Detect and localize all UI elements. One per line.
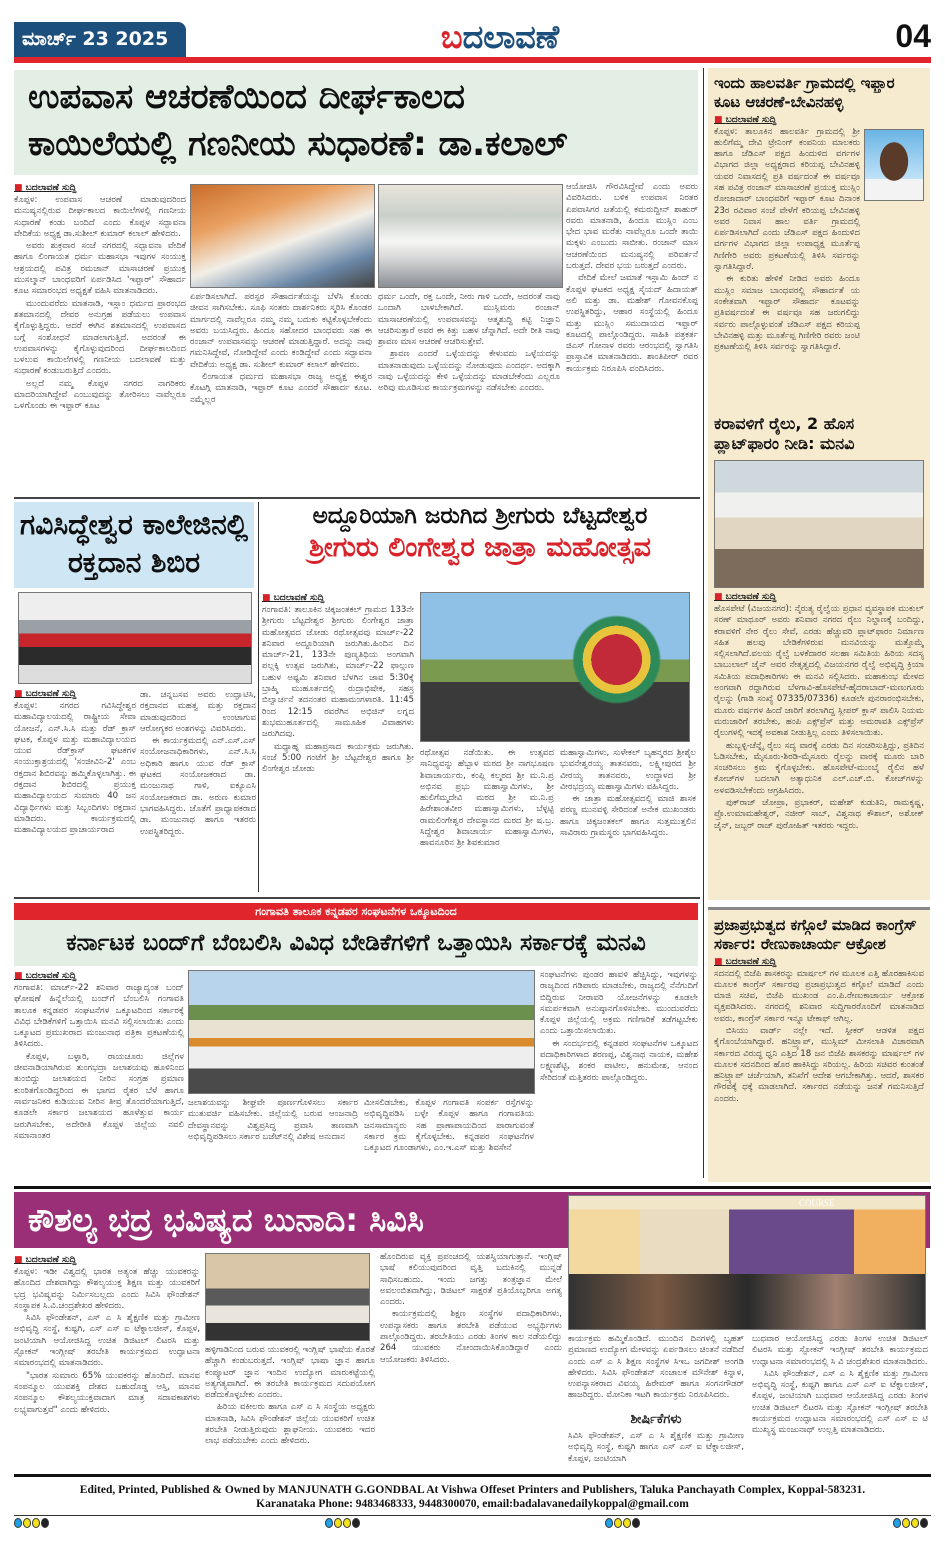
seminar-audience-photo (205, 1253, 370, 1341)
paragraph: ಜಲಾಶಯವನ್ನು ಶೀಘ್ರವೇ ಪೂರ್ಣಗೊಳಿಸಲು ಸರ್ಕಾರ ಮುತುವರ್ಜಿ ವಹಿಸಬೇಕು. ಜಿಲ್ಲೆಯಲ್ಲಿ ಬರುವ ಆಂಜನಾದ್ರಿ ದೇವಸ್ಥಾನವನ್ನು ವಿಶ್ವಪ್ರಸಿದ್ಧ ಪ್ರವಾಸಿ ತಾಣವಾಗಿ ಅಭಿವೃದ್ಧಿಪಡಿಸಲು ಸರ್ಕಾರ ಬಜೆಟ್‌ನಲ್ಲಿ ವಿಶೇಷ ಅನುದಾನ (188, 1098, 358, 1142)
paragraph: ಸದನದಲ್ಲಿ ಬಿಜೆಪಿ ಶಾಸಕರನ್ನು ಮಾರ್ಷಲ್ ಗಳ ಮೂಲಕ ಎತ್ತಿ ಹೊರಹಾಕಿಸುವ ಮೂಲಕ ಕಾಂಗ್ರೆಸ್ ಸರ್ಕಾರವು ಪ್ರಜಾಪ್ರಭುತ್ವದ ಕಗ್ಗೊಲೆ ಮಾಡಿದೆ ಎಂದು ಮಾಜಿ ಸಚಿವ, ಬಿಜೆಪಿ ಮುಖಂಡ ಎಂ.ಪಿ.ರೇಣುಕಾಚಾರ್ಯ ಆಕ್ರೋಶ ವ್ಯಕ್ತಪಡಿಸಿದರು. ನಗರದಲ್ಲಿ ಶನಿವಾರ ಸುದ್ದಿಗಾರರೊಂದಿಗೆ ಮಾತನಾಡಿದ ಅವರು, ಕಾಂಗ್ರೆಸ್ ಸರ್ಕಾರ ಇನ್ನೂ ಟೇಕಾಫ್ ಆಗಿಲ್ಲ. (714, 968, 924, 1024)
masthead-logo (380, 18, 620, 57)
paragraph: ಮಧ್ಯಾಹ್ನ ಮಹಾಪ್ರಸಾದ ಕಾರ್ಯಕ್ರಮ ಜರುಗಿತು. ಸಂಜೆ 5:00 ಗಂಟೆಗೆ ಶ್ರೀ ಬೆಟ್ಟದೇಶ್ವರ ಹಾಗೂ ಶ್ರೀ ಲಿಂಗೇಶ್ವರ ಜೋಡು (262, 741, 414, 775)
paragraph: ಧರ್ಮ ಒಂದೇ, ರಕ್ತ ಒಂದೇ, ನೀರು ಗಾಳಿ ಒಂದೇ, ಅದರಂತೆ ನಾವು ಒಂದಾಗಿ ಬಾಳಬೇಕಾಗಿದೆ. ಮುಸ್ಲಿಮರು ರಂಜಾನ್ ಮಾಸಾಚರಣೆಯಲ್ಲಿ ಉಪವಾಸವನ್ನು ಆತ್ಮಶುದ್ಧಿ ಕಟ್ಟಿ ನಿಜ್ಞಾನಿ ಆಚರಿಸುತ್ತಾರೆ ಅವರ ಈ ಕಿತ್ತು ಬಹಳ ಚೆನ್ನಾಗಿದೆ. ಅದೇ ರೀತಿ ನಾವು ಶ್ರಾವಣ ಮಾಸ ಆಚರಣೆ ಆಚರಿಸುತ್ತೇವೆ. (378, 292, 560, 348)
date-badge: ಮಾರ್ಚ್ 23 2025 (14, 22, 186, 58)
paragraph: ಲಿಂಗಾಯತ ಧರ್ಮದ ಮಹಾಸಭಾ ರಾಜ್ಯ ಅಧ್ಯಕ್ಷ ಈಶ್ವರ ಕೊಟಗ್ಗಿ ಮಾತನಾಡಿ, ಇಫ್ತಾರ್ ಕೂಟ ಎಂದರೆ ಸೌಹಾರ್ದ ಕೂಟ. ನಮ್ಮೆಲ್ಲರ (190, 372, 372, 405)
paragraph: ಗಂಗಾವತಿ: ತಾಲೂಕಿನ ಚಿಕ್ಕಜಂತಕಲ್ ಗ್ರಾಮದ 133ನೇ ಶ್ರೀಗುರು ಬೆಟ್ಟದೇಶ್ವರ ಶ್ರೀಗುರು ಲಿಂಗೇಶ್ವರ ಜಾತ್ರಾ ಮಹೋತ್ಸವದ ಜೋಡು ರಥೋತ್ಸವವು ಮಾರ್ಚ್-22 ಶನಿವಾರ ಅದ್ದೂರಿಯಾಗಿ ಜರುಗಿತು.ಹಿಂದಿನ ದಿನ ಮಾರ್ಚ್-21, 133ನೇ ಪುಣ್ಯತಿಥಿಯ ಅಂಗವಾಗಿ ಪಲ್ಲಕ್ಕಿ ಉತ್ಸವ ಜರುಗಿತು, ಮಾರ್ಚ್-22 ಫಾಲ್ಗುಣ ಬಹುಳ ಅಷ್ಟಮಿ ಶನಿವಾರ ಬೆಳಗಿನ ಜಾವ 5:30ಕ್ಕೆ ಬ್ರಾಹ್ಮಿ ಮುಹೂರ್ತದಲ್ಲಿ ರುದ್ರಾಭಿಷೇಕ, ಸಹಸ್ರ ಬಿಲ್ವಾರ್ಚನೆ ತದನಂತರ ಮಹಾಮಂಗಳಾರತಿ. 11:45 ರಿಂದ 12:15 ರವರೆಗಿನ ಅಭಿಜಿನ್ ಲಗ್ನದ ಶುಭಮುಹೂರ್ತದಲ್ಲಿ ಸಾಮೂಹಿಕ ವಿವಾಹಗಳು ಜರುಗಿದವು. (262, 605, 414, 740)
paragraph: ಕೊಪ್ಪಳ: ತಾಲೂಕಿನ ಹಾಲವರ್ತಿ ಗ್ರಾಮದಲ್ಲಿ ಶ್ರೀ ಹುಲಿಗೆಮ್ಮ ದೇವಿ ಟ್ರೇನಿಂಗ್ ಕಂಪನಿಯ ಮಾಲಕರು ಹಾಗೂ ಜೆಡಿಎಸ್ ಪಕ್ಷದ ಹಿಂದುಳಿದ ವರ್ಗಗಳ ವಿಭಾಗದ ಜಿಲ್ಲಾ ಅಧ್ಯಕ್ಷರಾದ ಕರಿಯಪ್ಪ ಬೇವಿನಹಳ್ಳಿ ಯವರ ನಿವಾಸದಲ್ಲಿ ಪ್ರತಿ ವರ್ಷದಂತೆ ಈ ವರ್ಷವೂ ಸಹ ಪವಿತ್ರ ರಂಜಾನ್ ಮಾಸಾಚರಣೆ ಪ್ರಯುಕ್ತ ಮುಸ್ಲಿಂ ರೋಜಾದಾರ್ ಬಾಂಧವರಿಗೆ ಇಫ್ತಾರ್ ಕೂಟ ದಿನಾಂಕ 23ರ ರವಿವಾರ ಸಂಜೆ ವೇಳೆಗೆ ಕರಿಯಪ್ಪ ಬೇವಿನಹಳ್ಳಿ ಅವರ ನಿವಾಸ ಹಾಲ ವರ್ತಿ ಗ್ರಾಮದಲ್ಲಿ ಏರ್ಪಡಿಸಲಾಗಿದೆ ಎಂದು ಜೆಡಿಎಸ್ ಪಕ್ಷದ ಹಿಂದುಳಿದ ವರ್ಗಗಳ ವಿಭಾಗದ ಜಿಲ್ಲಾ ಉಪಾಧ್ಯಕ್ಷ ಮೂರ್ತೆಪ್ಪ ಗಿಣಿಗೇರಿ ಅವರು ಪ್ರಕಟಣೆಯಲ್ಲಿ ತಿಳಿಸಿ ಸರ್ವರನ್ನು ಸ್ವಾಗತಿಸಿದ್ದಾರೆ. (714, 126, 860, 273)
byline: ■ ಬದಲಾವಣೆ ಸುದ್ದಿ (714, 592, 924, 602)
bandh-protest-photo (188, 970, 535, 1094)
paragraph: ಪುಕ್‌ರಾಜ್ ಚೋಪ್ರಾ, ಪ್ರಭಾಕರ್, ಮಹೇಶ್ ಕುಡುತಿನಿ, ರಾಮಕೃಷ್ಣ, ಪ್ರೊ.ಉಮಾಮಹೇಶ್ವರ್, ನಜೀರ್ ಸಾಬ್, ವಿಶ್ವನಾಥ ಕೌಶಾಲ್, ಅಶೋಕ್ ಜೈನ್, ಜಬ್ಬರ್ ರಾಜ್ ಪುರೋಹಿತ್ ಇತರರು ಇದ್ದರು. (714, 798, 924, 831)
paragraph: ಹೊಸಪೇಟೆ (ವಿಜಯನಗರ): ನೈರುತ್ಯ ರೈಲ್ವೆಯ ಪ್ರಧಾನ ವ್ಯವಸ್ಥಾಪಕ ಮುಕುಲ್ ಸರಣ್ ಮಾಥೂರ್ ಅವರು ಶನಿವಾರ ನಗರದ ರೈಲು ನಿಲ್ದಾಣಕ್ಕೆ ಬಂದಿದ್ದು, ಕರಾವಳಿಗೆ ನೇರ ರೈಲು ಸೇವೆ, ಎರಡು ಹೆಚ್ಚುವರಿ ಪ್ಲಾಟ್‌ಫಾರಂ ನಿರ್ಮಾಣ ಸಹಿತ ಹಲವು ಬೇಡಿಕೆಗಳಿರುವ ಮನವಿಯನ್ನು ಮತ್ತೊಮ್ಮೆ ಸಲ್ಲಿಸಲಾಗಿದೆ.ವಲಯ ರೈಲ್ವೆ ಬಳಕೆದಾರರ ಸಲಹಾ ಸಮಿತಿಯ ಹಿರಿಯ ಸದಸ್ಯ ಬಾಬುಲಾಲ್ ಜೈನ್ ಅವರ ನೇತೃತ್ವದಲ್ಲಿ ವಿಜಯನಗರ ರೈಲ್ವೆ ಅಭಿವೃದ್ಧಿ ಕ್ರಿಯಾ ಸಮಿತಿಯ ಪದಾಧಿಕಾರಿಗಳು ಈ ಮನವಿ ಸಲ್ಲಿಸಿದರು. ಮಹಾಕುಂಭ ಮೇಳದ ಅಂಗವಾಗಿ ರದ್ದಾಗಿರುವ ಬೆಳಗಾವಿ-ಹೊಸಪೇಟೆ-ಹೈದರಾಬಾದ್-ಮಣುಗೂರು ರೈಲನ್ನು (ಗಾಡಿ ಸಂಖ್ಯೆ 07335/07336) ಕೂಡಲೇ ಪುನರಾರಂಭಿಸಬೇಕು, ಮೂರು ವರ್ಷಗಳ ಹಿಂದೆ ಜಾರಿಗೆ ತರಲಾಗಿದ್ದ ಸ್ಲೀಪರ್ ಕ್ಲಾಸ್ ಪಾಲಿಸಿ ನಿಯಮ ಮರುಜಾರಿಗೆ ತರಬೇಕು, ಹಂಪಿ ಎಕ್ಸ್‌ಪ್ರೆಸ್ ಮತ್ತು ಅಮರಾವತಿ ಎಕ್ಸ್‌ಪ್ರೆಸ್ ರೈಲುಗಳಲ್ಲಿ ಇದಕ್ಕೆ ಅವಕಾಶ ನೀಡುತ್ತಿಲ್ಲ ಎಂದು ತಿಳಿಸಲಾಯಿತು. (714, 604, 924, 739)
paragraph: ಅವರು ಶುಕ್ರವಾರ ಸಂಜೆ ನಗರದಲ್ಲಿ ಸದ್ಭಾವನಾ ವೇದಿಕೆ ಹಾಗೂ ಲಿಂಗಾಯತ ಧರ್ಮ ಮಹಾಸಭಾ ಇವುಗಳ ಸಂಯುಕ್ತ ಆಶ್ರಯದಲ್ಲಿ ಪವಿತ್ರ ರಮಜಾನ್ ಮಾಸಾಚರಣೆ ಪ್ರಯುಕ್ತ ಮುಸಲ್ಮಾನ್ ಬಾಂಧವರಿಗೆ ಏರ್ಪಡಿಸಿದ 'ಇಫ್ತಾರ್' ಸೌಹಾರ್ದ ಕೂಟ ಸಮಾರಂಭದ ಅಧ್ಯಕ್ಷತೆ ವಹಿಸಿ ಮಾತನಾಡಿದರು. (14, 241, 186, 297)
column-divider (258, 502, 259, 892)
story1-col2 (190, 292, 372, 492)
story1-headline-line2: ಕಾಯಿಲೆಯಲ್ಲಿ ಗಣನೀಯ ಸುಧಾರಣೆ: ಡಾ.ಕಲಾಲ್ (28, 123, 568, 164)
section-rule (14, 1186, 931, 1189)
paragraph: ಈ ಸಂದರ್ಭದಲ್ಲಿ ಕನ್ನಡಪರ ಸಂಘಟನೆಗಳ ಒಕ್ಕೂಟದ ಪದಾಧಿಕಾರಿಗಳಾದ ಶರಣಪ್ಪ, ವಿಶ್ವನಾಥ ನಾಯಕ, ಮಹೇಶ ಲಕ್ಷ್ಮಣಶೆಟ್ಟಿ, ಶಂಕರ ಪಾಟೀಲ, ಹನುಮೇಶ, ಆನಂದ ಸೇರಿದಂತೆ ಮತ್ತಿತರರು ಪಾಲ್ಗೊಂಡಿದ್ದರು. (540, 1038, 698, 1083)
story1-col4 (566, 182, 698, 492)
paragraph: ಕೊಪ್ಪಳ, ಬಳ್ಳಾರಿ, ರಾಯಚೂರು ಜಿಲ್ಲೆಗಳ ಜೀವನಾಡಿಯಾಗಿರುವ ತುಂಗಭದ್ರಾ ಜಲಾಶಯವು ಹೂಳಿನಿಂದ ತುಂಬಿದ್ದು ಜಲಾಶಯದ ನೀರಿನ ಸಂಗ್ರಹ ಪ್ರಮಾಣ ಕುಂಠಿತಗೊಂಡಿದ್ದರಿಂದ ಈ ಭಾಗದ ರೈತರ ಬೆಳೆ ಹಾಗೂ ಸಾರ್ವಜನಿಕರ ಕುಡಿಯುವ ನೀರಿನ ತೀವ್ರ ತೊಂದರೆಯಾಗುತ್ತಿದೆ, ಕೂಡಲೇ ಸರ್ಕಾರ ಜಲಾಶಯದ ಹೂಳೆತ್ತುವ ಕಾರ್ಯ ಜರುಗಿಸಬೇಕು, ಅದೇರೀತಿ ಕೊಪ್ಪಳ ಜಿಲ್ಲೆಯ ನವಲಿ ಸಮಾನಾಂತರ (14, 1051, 184, 1141)
story5-col1 (14, 1252, 200, 1471)
iftar-stage-photo (190, 184, 375, 288)
paragraph: ಹುಬ್ಬಳ್ಳಿ-ಚೆನ್ನೈ ರೈಲು ಸದ್ಯ ವಾರಕ್ಕೆ ಎರಡು ದಿನ ಸಂಚರಿಸುತ್ತಿದ್ದು, ಪ್ರತಿದಿನ ಓಡಿಸಬೇಕು, ಮೈಸೂರು-ಶಿರಡಿ-ಮೈಸೂರು ರೈಲನ್ನು ವಾರಕ್ಕೆ ಮೂರು ಬಾರಿ ಸಂಚರಿಸಲು ಕ್ರಮ ಕೈಗೊಳ್ಳಬೇಕು. ಹೊಸಪೇಟೆ-ಮುಂಬೈ ರೈಲಿನ ಹಳೆ ಕೋಚ್‌ಗಳ ಬದಲಾಗಿ ಅತ್ಯಾಧುನಿಕ ಎಲ್.ಎಚ್.ಬಿ. ಕೋಚ್‌ಗಳನ್ನು ಅಳವಡಿಸಬೇಕೆಂದು ಆಗ್ರಹಿಸಿದರು. (714, 740, 924, 796)
registration-marks (325, 1518, 360, 1528)
paragraph: ಸಿವಿಸಿ ಫೌಂಡೇಶನ್, ಎಸ್ ಎ ಸಿ ಶೈಕ್ಷಣಿಕ ಮತ್ತು ಗ್ರಾಮೀಣ ಅಭಿವೃದ್ಧಿ ಸಂಸ್ಥೆ, ಕುಷ್ಟಗಿ, ಎಸ್ ಎಸ್ ಐ ಟೆಕ್ನಾಲಜೀಸ್, ಕೊಪ್ಪಳ, ಜಂಟಿಯಾಗಿ ಆಯೋಜಿಸಿದ್ದ ಉಚಿತ ಡಿಜಿಟಲ್ ಲಿಟರಸಿ ಮತ್ತು ಸ್ಪೋಕನ್ ಇಂಗ್ಲೀಷ್ ತರಬೇತಿ ಕಾರ್ಯಕ್ರಮದ ಉದ್ಘಾಟನಾ ಸಮಾರಂಭದಲ್ಲಿ ಮಾತನಾಡಿದರು. (14, 1313, 200, 1369)
iftar-audience-photo (378, 184, 563, 288)
story2-col1 (14, 686, 136, 897)
rail-memorandum-photo (714, 460, 924, 588)
paragraph: ಕಾರ್ಯಕ್ರಮದಲ್ಲಿ ಶಿಕ್ಷಣ ಸಂಸ್ಥೆಗಳ ಪದಾಧಿಕಾರಿಗಳು, ಉಪನ್ಯಾಸಕರು ಹಾಗೂ ತರಬೇತಿ ಪಡೆಯುವ ಅಭ್ಯರ್ಥಿಗಳು ಪಾಲ್ಗೊಂಡಿದ್ದರು. ತರಬೇತಿಯು ಎರಡು ತಿಂಗಳ ಕಾಲ ನಡೆಯಲಿದ್ದು 264 ಯುವಕರು ನೋಂದಾಯಿಸಿಕೊಂಡಿದ್ದಾರೆ ಎಂದು ಆಯೋಜಕರು ತಿಳಿಸಿದರು. (380, 1309, 562, 1365)
masthead-part-b: ದಲಾವಣೆ (462, 18, 560, 56)
headline: ಕೌಶಲ್ಯ ಭದ್ರ ಭವಿಷ್ಯದ ಬುನಾದಿ: ಸಿವಿಸಿ (28, 1201, 424, 1239)
header-rule (14, 57, 931, 63)
paragraph: ಏರ್ಪಡಿಸಲಾಗಿದೆ. ಪರಸ್ಪರ ಸೌಹಾರ್ದತೆಯನ್ನು ಬೆಳೆಸಿ ಕೊಂಡು ಜೀವನ ಸಾಗಿಸಬೇಕು. ಸೂಫಿ ಸಂತರು ದಾರ್ಶನಿಕರು ಸ್ಮರಿಸಿ ಕೊಂಡರ ಮಾರ್ಗದಲ್ಲಿ ನಾವೆಲ್ಲರೂ ನಮ್ಮ ನಮ್ಮ ಬದುಕು ಕಟ್ಟಿಕೊಳ್ಳಬೇಕೆಂದು ಅವರು ಬಯಸಿದ್ದರು. ಹಿಂದೂ ಸಹೋದರ ಬಾಂಧವರು ಸಹ ಈ ರಂಜಾನ್ ಉಪವಾಸವನ್ನು ಆಚರಣೆ ಮಾಡುತ್ತಿದ್ದಾರೆ. ಅದನ್ನು ನಾವು ಗಮನಿಸಿದ್ದೇವೆ, ನೋಡಿದ್ದೇವೆ ಎಂದು ಕಂಡಿದ್ದೇವೆ ಎಂದು ಸದ್ಭಾವನಾ ವೇದಿಕೆಯ ಅಧ್ಯಕ್ಷ ಡಾ. ಸುಶೀಲ್ ಕುಮಾರ್ ಕಲಾಲ್ ಹೇಳಿದರು. (190, 292, 372, 370)
paragraph: ಗಂಗಾವತಿ: ಮಾರ್ಚ್-22 ಶನಿವಾರ ರಾಜ್ಯಾದ್ಯಂತ ಬಂದ್ ಘೋಷಣೆ ಹಿನ್ನೆಲೆಯಲ್ಲಿ ಬಂದ್‌ಗೆ ಬೆಂಬಲಿಸಿ ಗಂಗಾವತಿ ತಾಲೂಕ ಕನ್ನಡಪರ ಸಂಘಟನೆಗಳ ಒಕ್ಕೂಟದಿಂದ ಸರ್ಕಾರಕ್ಕೆ ವಿವಿಧ ಬೇಡಿಕೆಗಳಿಗೆ ಒತ್ತಾಯಿಸಿ ಮನವಿ ಸಲ್ಲಿಸಲಾಯಿತು ಎಂದು ಒಕ್ಕೂಟದ ಪ್ರಮುಖರಾದ ಮಂಜುನಾಥ ಪತ್ರಿಕಾ ಪ್ರಕಟಣೆಯಲ್ಲಿ ತಿಳಿಸಿದರು. (14, 983, 184, 1050)
training-class-photo (568, 1195, 926, 1330)
paragraph: ಕೊಪ್ಪಳ: ಉಪವಾಸ ಆಚರಣೆ ಮಾಡುವುದರಿಂದ ಮನುಷ್ಯನಲ್ಲಿರುವ ದೀರ್ಘಕಾಲದ ಕಾಯಿಲೆಗಳಲ್ಲಿ ಗಣನೀಯ ಸುಧಾರಣೆ ಕಂಡು ಬಂದಿದೆ ಎಂದು ಕೊಪ್ಪಳ ಸದ್ಭಾವನಾ ವೇದಿಕೆಯ ಅಧ್ಯಕ್ಷ ಡಾ.ಸುಶೀಲ್ ಕುಮಾರ್ ಕಲಾಲ್ ಹೇಳಿದರು. (14, 195, 186, 239)
byline: ■ ಬದಲಾವಣೆ ಸುದ್ದಿ (14, 183, 186, 193)
story5-col4 (568, 1334, 744, 1469)
paragraph: ಈ ಕುರಿತು ಹೇಳಿಕೆ ನೀಡಿದ ಅವರು ಹಿಂದೂ ಮುಸ್ಲಿಂ ಸಮಾಜ ಬಾಂಧವರಲ್ಲಿ ಸೌಹಾರ್ದತೆ ಯ ಸಂಕೇತವಾಗಿ ಇಫ್ತಾರ್ ಸೌಹಾರ್ದ ಕೂಟವನ್ನು ಪ್ರತಿವರ್ಷದಂತೆ ಈ ವರ್ಷವೂ ಸಹ ಜರುಗಲಿದ್ದು ಸರ್ವರು ಪಾಲ್ಗೊಳ್ಳುವಂತೆ ಜೆಡಿಎಸ್ ಪಕ್ಷದ ಕರಿಯಪ್ಪ ಬೇವಿನಹಳ್ಳಿ ಮತ್ತು ಮೂರ್ತೆಪ್ಪ ಗಿಣಿಗೇರಿ ರವರು ಜಂಟಿ ಪ್ರಕಟಣೆಯಲ್ಲಿ ತಿಳಿಸಿ ಸರ್ವರನ್ನು ಸ್ವಾಗತಿಸಿದ್ದಾರೆ. (714, 274, 860, 353)
headline-line1: ಅದ್ದೂರಿಯಾಗಿ ಜರುಗಿದ ಶ್ರೀಗುರು ಬೆಟ್ಟದೇಶ್ವರ (312, 503, 648, 529)
story4-col2 (188, 1098, 358, 1176)
story3-col2 (420, 748, 554, 888)
paragraph: ಮುಂದುವರೆದು ಮಾತನಾಡಿ, ಇಸ್ಲಾಂ ಧರ್ಮದ ಪ್ರಾರಂಭದ ಶತಮಾನದಲ್ಲಿ ದೇವರ ಅನುಗ್ರಹ ಪಡೆಯಲು ಉಪವಾಸ ಕೈಗೊಳ್ಳುತ್ತಿದ್ದರು. ಆದರೆ ಈಗಿನ ಶತಮಾನದಲ್ಲಿ ಉಪವಾಸದ ಬಗ್ಗೆ ಸಂಶೋಧನೆ ಮಾಡಲಾಗುತ್ತಿದೆ. ಅದರಂತೆ ಈ ಉಪವಾಸಗಳನ್ನು ಕೈಗೊಳ್ಳುವುದರಿಂದ ದೀರ್ಘಕಾಲದಿಂದ ಬಳಲುವ ಕಾಯಿಲೆಗಳಲ್ಲಿ ಗಣನೀಯ ಬದಲಾವಣೆ ಮತ್ತು ಸುಧಾರಣೆ ಕಂಡುಬರುತ್ತಿದೆ ಎಂದರು. (14, 298, 186, 377)
imprint-line2: Karanataka Phone: 9483468333, 9448300070, email:badalavanedailykoppal@gmail.com (256, 1498, 689, 1510)
paragraph: ಕೊಪ್ಪಳ: ಇಡೀ ವಿಶ್ವದಲ್ಲಿ ಭಾರತ ಅತ್ಯಂತ ಹೆಚ್ಚು ಯುವಕರನ್ನು ಹೊಂದಿದ ದೇಶವಾಗಿದ್ದು ಕೌಶಲ್ಯಯುಕ್ತ ಶಿಕ್ಷಣ ಮತ್ತು ಯುವಕರಿಗೆ ಭದ್ರ ಭವಿಷ್ಯವನ್ನು ನಿರ್ಮಿಸಬಲ್ಲದು ಎಂದು ಸಿವಿಸಿ ಫೌಂಡೇಶನ್ ಸಂಸ್ಥಾಪಕ ಸಿ.ವಿ.ಚಂದ್ರಶೇಖರ ಹೇಳಿದರು. (14, 1267, 200, 1311)
story3-col3 (560, 748, 696, 888)
story2-headline-box (14, 502, 254, 588)
course-banner-text: COURSE (799, 1198, 835, 1208)
paragraph: ಸಿವಿಸಿ ಫೌಂಡೇಶನ್, ಎಸ್ ಎ ಸಿ ಶೈಕ್ಷಣಿಕ ಮತ್ತು ಗ್ರಾಮೀಣ ಅಭಿವೃದ್ಧಿ ಸಂಸ್ಥೆ, ಕುಷ್ಟಗಿ ಹಾಗೂ ಎಸ್ ಎಸ್ ಐ ಟೆಕ್ನಾಲಜೀಸ್, ಕೊಪ್ಪಳ, ಜಂಟಿಯಾಗಿ (568, 1431, 744, 1464)
paragraph: ಶ್ರಾವಣ ಎಂದರೆ ಒಳ್ಳೆಯದನ್ನು ಕೇಳುವದು ಒಳ್ಳೆಯದನ್ನು ಮಾತನಾಡುವುದು ಒಳ್ಳೆಯದನ್ನು ನೋಡುವುದು ಎಂದರ್ಥ. ಅದಕ್ಕಾಗಿ ನಾವು ಒಳ್ಳೆಯದನ್ನು ಕೇಳಿ ಒಳ್ಳೆಯದನ್ನು ಮಾಡಬೇಕೆಂದು ಎಲ್ಲರೂ ಅರಿವು ಮೂಡಿಸುವ ಕಾರ್ಯಕ್ರಮಗಳನ್ನು ನಡೆಸಬೇಕು ಎಂದರು. (378, 349, 560, 394)
byline: ■ ಬದಲಾವಣೆ ಸುದ್ದಿ (14, 1255, 200, 1265)
column-divider (703, 68, 704, 1178)
paragraph: "ಭಾರತ ಸುಮಾರು 65% ಯುವಕರನ್ನು ಹೊಂದಿದೆ. ಮಾನವ ಸಂಪನ್ಮೂಲ ಯುವಶಕ್ತಿ ದೇಶದ ಬಹುದೊಡ್ಡ ಆಸ್ತಿ, ಮಾನವ ಸಂಪನ್ಮೂಲ ಕೌಶಲ್ಯಯುಕ್ತವಾದಾಗ ಮಾತ್ರ ಸದಾವಕಾಶಗಳು ಲಭ್ಯವಾಗುತ್ತವೆ" ಎಂದು ಹೇಳಿದರು. (14, 1370, 200, 1415)
paragraph: ಬುಧವಾರ ಆಯೋಜಿಸಿದ್ದ ಎರಡು ತಿಂಗಳ ಉಚಿತ ಡಿಜಿಟಲ್ ಲಿಟರಸಿ ಮತ್ತು ಸ್ಪೋಕನ್ ಇಂಗ್ಲೀಷ್ ತರಬೇತಿ ಕಾರ್ಯಕ್ರಮದ ಉದ್ಘಾಟನಾ ಸಮಾರಂಭದಲ್ಲಿ ಸಿ ವಿ ಚಂದ್ರಶೇಖರ ಮಾತನಾಡಿದರು. (752, 1334, 928, 1367)
paragraph: ಬಿಸಿಯು ವಾರ್ಡ್ ನಲ್ಲೇ ಇದೆ. ಸ್ಪೀಕರ್ ಆಡಳಿತ ಪಕ್ಷದ ಕೈಗೊಂಬೆಯಾಗಿದ್ದಾರೆ. ಹನಿಟ್ರ್ಯಾಪ್, ಮುಸ್ಲಿಮ್ ಮೀಸಲಾತಿ ವಿಚಾರವಾಗಿ ಸರ್ಕಾರದ ವಿರುದ್ಧ ಧ್ವನಿ ಎತ್ತಿದ 18 ಜನ ಬಿಜೆಪಿ ಶಾಸಕರನ್ನು ಮಾರ್ಷಲ್ ಗಳ ಮೂಲಕ ಸದನದಿಂದ ಹೊರ ಹಾಕಿಸಿದ್ದು ಸರಿಯಲ್ಲ. ಹಿರಿಯ ಸಚಿವರ ಕುಂತಂತೆ ಹನಿಟ್ರ್ಯಾಪ್ ಚರ್ಚೆಯಾಗಿ, ತನಿಖೆಗೆ ಆದೇಶ ಆಗಬೇಕಾಗಿತ್ತು. ಆದರೆ, ಶಾಸಕರ ಗೌರವಕ್ಕೆ ಧಕ್ಕೆ ಮಾಡಲಾಗಿದೆ. ಸರ್ಕಾರದ ನಡೆಯನ್ನು ಜನತೆ ಗಮನಿಸುತ್ತಿದೆ ಎಂದರು. (714, 1025, 924, 1104)
byline: ■ ಬದಲಾವಣೆ ಸುದ್ದಿ (714, 957, 924, 967)
paragraph: ಕಾರ್ಯಕ್ರಮ ಹಮ್ಮಿಕೊಂಡಿದೆ. ಮುಂದಿನ ದಿನಗಳಲ್ಲಿ ಬೃಹತ್ ಪ್ರಮಾಣದ ಉದ್ಯೋಗ ಮೇಳವನ್ನು ಏರ್ಪಡಿಸಲು ಚಿಂತನೆ ನಡೆದಿದೆ ಎಂದು ಎಸ್ ಎ ಸಿ ಶಿಕ್ಷಣ ಸಂಸ್ಥೆಗಳ ಸಿಇಒ ಜಗದೀಶ್ ಅಂಗಡಿ ಹೇಳಿದರು. ಸಿವಿಸಿ ಫೌಂಡೇಶನ್ ಸಂಚಾಲಕ ಮೌನೇಶ್ ಕಿನ್ನಾಳ, ಉಪನ್ಯಾಸಕರಾದ ವಿವಯ್ಯ ಹಿರೇಮಠ್ ಹಾಗೂ ಸಂಗನಗೌಡರ್ ಹಾಜರಿದ್ದರು. ಮೋನಿಕಾ ಇಟಗಿ ಕಾರ್ಯಕ್ರಮ ನಿರೂಪಿಸಿದರು. (568, 1334, 744, 1401)
story1-col1 (14, 180, 186, 493)
story4-col1 (14, 968, 184, 1177)
paragraph: ಈ ಜಾತ್ರಾ ಮಹೋತ್ಸವದಲ್ಲಿ ಮಾಜಿ ಶಾಸಕ ಪರಣ್ಣ ಮುನವಳ್ಳಿ ಸೇರಿದಂತೆ ಅನೇಕ ಮುಖಂಡರು ಹಾಗೂ ಚಿಕ್ಕಜಂತಕಲ್ ಹಾಗೂ ಸುತ್ತಮುತ್ತಲಿನ ಸಾವಿರಾರು ಗ್ರಾಮಸ್ಥರು ಭಾಗವಹಿಸಿದ್ದರು. (560, 794, 696, 839)
story-karavali-rail (708, 410, 930, 900)
story4-headline-box (14, 920, 698, 966)
subhead: ಶೀರ್ಷಿಕೆಗಳು (630, 1412, 682, 1427)
paragraph: ಮಹಾಸ್ವಾಮಿಗಳು, ಸುಳೇಕಲ್ ಬೃಹನ್ಮಠದ ಶ್ರೀಶೈಲ ಭುವನೇಶ್ವರಯ್ಯ ತಾತನವರು, ಲಕ್ಷ್ಮೀಪುರದ ಶ್ರೀ ವೀರಯ್ಯ ತಾತನವರು, ಉದ್ಧಾಳದ ಶ್ರೀ ವೀರಭದ್ರಯ್ಯ ಮಹಾಸ್ವಾಮಿಗಳು ವಹಿಸಿದ್ದರು. (560, 748, 696, 792)
story-iftar-halavarti (708, 68, 930, 448)
byline: ■ ಬದಲಾವಣೆ ಸುದ್ದಿ (714, 115, 924, 125)
headline-line2: ಶ್ರೀಗುರು ಲಿಂಗೇಶ್ವರ ಜಾತ್ರಾ ಮಹೋತ್ಸವ (309, 531, 651, 563)
paragraph: ಡಾ. ಚನ್ನಬಸವ ಅವರು ಉದ್ಘಾಟಿಸಿ, ರಕ್ತದಾನದ ಮಹತ್ವ ಮತ್ತು ರಕ್ತದಾನ ಮಾಡುವುದರಿಂದ ಉಂಟಾಗುವ ಆರೋಗ್ಯಕರ ಅಂಶಗಳನ್ನು ವಿವರಿಸಿದರು. (140, 690, 256, 734)
headline: ಗವಿಸಿದ್ಧೇಶ್ವರ ಕಾಲೇಜಿನಲ್ಲಿ ರಕ್ತದಾನ ಶಿಬಿರ (20, 508, 248, 579)
story4-col4 (540, 970, 698, 1176)
paragraph: ಅಲ್ಲದೆ ನಮ್ಮ ಕೊಪ್ಪಳ ನಗರದ ನಾಗರಿಕರು ಮಾದರಿಯಾಗಿದ್ದೇವೆ ಎಂಬುವುದನ್ನು ತೋರಿಸಲು ನಾವೆಲ್ಲರೂ ಒಳಗೊಂಡು ಈ ಇಫ್ತಾರ್ ಕೂಟ (14, 378, 186, 412)
paragraph: ಹಿರಿಯ ವಕೀಲರು ಹಾಗೂ ಎಸ್ ಎ ಸಿ ಸಂಸ್ಥೆಯ ಅಧ್ಯಕ್ಷರು ಮಾತನಾಡಿ, ಸಿವಿಸಿ ಫೌಂಡೇಶನ್ ಜಿಲ್ಲೆಯ ಯುವಕರಿಗೆ ಉಚಿತ ತರಬೇತಿ ನೀಡುತ್ತಿರುವುದು ಶ್ಲಾಘನೀಯ. ಯುವಕರು ಇದರ ಲಾಭ ಪಡೆಯಬೇಕು ಎಂದು ಹೇಳಿದರು. (205, 1402, 375, 1447)
story2-col2 (140, 690, 256, 886)
story4-col3 (364, 1098, 534, 1176)
story-renukacharya (708, 907, 930, 1182)
paragraph: ಈ ಕಾರ್ಯಕ್ರಮದಲ್ಲಿ ಎನ್.ಎಸ್.ಎಸ್ ಸಂಯೋಜನಾಧಿಕಾರಿಗಳು, ಎನ್.ಸಿ.ಸಿ ಅಧಿಕಾರಿ ಹಾಗೂ ಯುವ ರೆಡ್ ಕ್ರಾಸ್ ಘಟಕದ ಸಂಯೋಜಕರಾದ ಡಾ. ಮಂಜುನಾಥ ಗಾಳಿ, ಐಕ್ಯೂಎಸಿ ಸಂಯೋಜಕರಾದ ಡಾ. ಅರುಣ ಕುಮಾರ ಭಾಗವಹಿಸಿದ್ದರು. ಜೊತೆಗೆ ಪ್ರಾಧ್ಯಾಪಕರಾದ ಡಾ. ಮಂಜುನಾಥ ಹಾಗೂ ಇತರರು ಉಪಸ್ಥಿತರಿದ್ದರು. (140, 736, 256, 837)
paragraph: ಹೊಂದಿರುವ ವ್ಯಕ್ತಿ ಪ್ರಪಂಚದಲ್ಲಿ ಯಶಸ್ವಿಯಾಗುತ್ತಾನೆ. ಇಂಗ್ಲಿಷ್ ಭಾಷೆ ಕಲಿಯುವುದರಿಂದ ವೃತ್ತಿ ಬದುಕಿನಲ್ಲಿ ಮುನ್ನಡೆ ಸಾಧಿಸಬಹುದು. ಇಂದು ಜಗತ್ತು ತಂತ್ರಜ್ಞಾನ ಮೇಲೆ ಅವಲಂಬಿತವಾಗಿದ್ದು, ಡಿಜಿಟಲ್ ಸಾಕ್ಷರತೆ ಪ್ರತಿಯೊಬ್ಬರಿಗೂ ಅಗತ್ಯ ಎಂದರು. (380, 1252, 562, 1308)
paragraph: ಕೊಪ್ಪಳ: ನಗರದ ಗವಿಸಿದ್ಧೇಶ್ವರ ಮಹಾವಿದ್ಯಾಲಯದಲ್ಲಿ ರಾಷ್ಟ್ರೀಯ ಸೇವಾ ಯೋಜನೆ, ಎನ್.ಸಿ.ಸಿ ಮತ್ತು ರೆಡ್ ಕ್ರಾಸ್ ಘಟಕ, ಕೊಪ್ಪಳ ಮತ್ತು ಮಹಾವಿದ್ಯಾಲಯದ ಯುವ ರೆಡ್‌ಕ್ರಾಸ್ ಘಟಕಗಳ ಸಂಯುಕ್ತಾಶ್ರಯದಲ್ಲಿ 'ಸಂಜೀವಿನಿ-2' ಎಂಬ ರಕ್ತದಾನ ಶಿಬಿರವನ್ನು ಹಮ್ಮಿಕೊಳ್ಳಲಾಗಿತ್ತು. ಈ ರಕ್ತದಾನ ಶಿಬಿರದಲ್ಲಿ ಪ್ರಯುಕ್ತ ಮಹಾವಿದ್ಯಾಲಯದ ಸುಮಾರು 40 ಜನ ವಿದ್ಯಾರ್ಥಿಗಳು ಮತ್ತು ಸಿಬ್ಬಂದಿಗಳು ರಕ್ತದಾನ ಮಾಡಿದರು. ಕಾರ್ಯಕ್ರಮದಲ್ಲಿ ಮಹಾವಿದ್ಯಾಲಯದ ಪ್ರಾಚಾರ್ಯರಾದ (14, 701, 136, 836)
story3-col1 (262, 590, 414, 901)
portrait-photo (864, 129, 924, 201)
kicker-banner: ಗಂಗಾವತಿ ತಾಲೂಕ ಕನ್ನಡಪರ ಸಂಘಟನೆಗಳ ಒಕ್ಕೂಟದಿಂದ (14, 903, 698, 920)
story3-headline-box (262, 502, 698, 565)
paragraph: ಸಿವಿಸಿ ಫೌಂಡೇಶನ್, ಎಸ್ ಎ ಸಿ ಶೈಕ್ಷಣಿಕ ಮತ್ತು ಗ್ರಾಮೀಣ ಅಭಿವೃದ್ಧಿ ಸಂಸ್ಥೆ, ಕುಷ್ಟಗಿ ಹಾಗೂ ಎಸ್ ಎಸ್ ಐ ಟೆಕ್ನಾಲಜೀಸ್, ಕೊಪ್ಪಳ, ಜಂಟಿಯಾಗಿ ಬುಧವಾರ ಆಯೋಜಿಸಿದ್ದ ಎರಡು ತಿಂಗಳ ಉಚಿತ ಡಿಜಿಟಲ್ ಲಿಟರಸಿ ಮತ್ತು ಸ್ಪೋಕನ್ ಇಂಗ್ಲೀಷ್ ತರಬೇತಿ ಕಾರ್ಯಕ್ರಮದ ಉದ್ಘಾಟನಾ ಸಮಾರಂಭದಲ್ಲಿ ಎಸ್ ಎಸ್ ಐ ಟಿ ಮುಖ್ಯಸ್ಥ ಮಂಜುನಾಥ್ ಉಲ್ಲತ್ತಿ ಮಾತನಾಡಿದರು. (752, 1368, 928, 1436)
story1-headline-line1: ಉಪವಾಸ ಆಚರಣೆಯಿಂದ ದೀರ್ಘಕಾಲದ (28, 77, 465, 117)
headline: ಪ್ರಜಾಪ್ರಭುತ್ವದ ಕಗ್ಗೊಲೆ ಮಾಡಿದ ಕಾಂಗ್ರೆಸ್ ಸರ್ಕಾರ: ರೇಣುಕಾಚಾರ್ಯ ಆಕ್ರೋಶ (714, 916, 917, 953)
story1-headline-box (14, 70, 698, 175)
byline: ■ ಬದಲಾವಣೆ ಸುದ್ದಿ (262, 593, 414, 603)
paragraph: ಆಯೋಜಿಸಿ ಗೌರವಿಸಿದ್ದೇವೆ ಎಂದು ಅವರು ವಿವರಿಸಿದರು. ಬಳಿಕ ಉಪವಾಸ ನಿರತರ ಏಪವಾಸಿಗರ ಜತೆಯಲ್ಲಿ ಕಮರುದ್ದೀನ್ ಶಾಹುರ್ ರವರು ಮಾತನಾಡಿ, ಹಿಂದೂ ಮುಸ್ಲಿಂ ಎಂಬ ಭೇದ ಭಾವ ಮರೆತು ನಾವೆಲ್ಲರೂ ಒಂದೇ ತಾಯಿ ಮಕ್ಕಳು ಎಂಬುದು ಸಾಬೀತು. ರಂಜಾನ್ ಮಾಸ ಆಚರಣೆಯಿಂದ ಮನುಷ್ಯನಲ್ಲಿ ಪರಿವರ್ತನೆ ಬರುತ್ತದೆ. ದೇವರ ಭಯ ಬರುತ್ತದೆ ಎಂದರು. (566, 182, 698, 272)
byline: ■ ಬದಲಾವಣೆ ಸುದ್ದಿ (14, 971, 184, 981)
masthead-part-a: ಬ (440, 18, 463, 56)
headline: ಇಂದು ಹಾಲವರ್ತಿ ಗ್ರಾಮದಲ್ಲಿ ಇಫ್ತಾರ ಕೂಟ ಆಚರಣೆ-ಬೇವಿನಹಳ್ಳಿ (714, 74, 895, 111)
page-number: 04 (895, 18, 931, 54)
blood-camp-photo (18, 592, 252, 684)
registration-marks (14, 1518, 49, 1528)
story5-col2 (205, 1345, 375, 1463)
story1-col3 (378, 292, 560, 492)
headline: ಕರಾವಳಿಗೆ ರೈಲು, 2 ಹೊಸ ಪ್ಲಾಟ್‌ಫಾರಂ ನೀಡಿ: ಮನವಿ (714, 414, 855, 453)
headline: ಕರ್ನಾಟಕ ಬಂದ್‌ಗೆ ಬೆಂಬಲಿಸಿ ವಿವಿಧ ಬೇಡಿಕೆಗಳಿಗೆ ಒತ್ತಾಯಿಸಿ ಸರ್ಕಾರಕ್ಕೆ ಮನವಿ (66, 930, 646, 956)
section-rule (14, 897, 700, 899)
paragraph: ಹಳ್ಳಿಗಾಡಿನಿಂದ ಬರುವ ಯುವಕರಲ್ಲಿ ಇಂಗ್ಲಿಷ್ ಭಾಷೆಯ ಕೊರತೆ ಹೆಚ್ಚಾಗಿ ಕಂಡುಬರುತ್ತದೆ. ಇಂಗ್ಲಿಷ್ ಭಾಷಾ ಜ್ಞಾನ ಹಾಗೂ ಕಂಪ್ಯೂಟರ್ ಜ್ಞಾನ ಇಂದಿನ ಉದ್ಯೋಗ ಮಾರುಕಟ್ಟೆಯಲ್ಲಿ ಅತ್ಯಗತ್ಯವಾಗಿದೆ. ಈ ತರಬೇತಿ ಕಾರ್ಯಕ್ರಮದ ಸದುಪಯೋಗ ಪಡೆದುಕೊಳ್ಳಬೇಕು ಎಂದರು. (205, 1345, 375, 1401)
registration-marks (605, 1518, 640, 1528)
audience-heads (569, 1274, 925, 1329)
story5-col3 (380, 1252, 562, 1464)
registration-marks (893, 1518, 928, 1528)
section-rule (14, 497, 700, 499)
imprint-line1: Edited, Printed, Published & Owned by MANJUNATH G.GONDBAL At Vishwa Offeset Printers and Publishers, Taluka Panchayath Complex, Koppal-583231. (79, 1484, 866, 1496)
paragraph: ರಥೋತ್ಸವ ನಡೆಯಿತು. ಈ ಉತ್ಸವದ ಸಾನಿಧ್ಯವನ್ನು ಹೆಬ್ಬಾಳ ಮಠದ ಶ್ರೀ ನಾಗಭೂಷಣ ಶಿವಾಚಾರ್ಯರು, ಕಂಪ್ಲಿ ಕಲ್ಮಠದ ಶ್ರೀ ಮ.ನಿ.ಪ್ರ ಅಭಿನವ ಪ್ರಭು ಮಹಾಸ್ವಾಮಿಗಳು, ಶ್ರೀ ಹುಲಿಗೆಮ್ಮದೇವಿ ಮಠದ ಶ್ರೀ ಮ.ನಿ.ಪ್ರ ಹಿರೇಶಾಂತವೀರ ಮಹಾಸ್ವಾಮಿಗಳು, ಬೆಳ್ಳಟ್ಟಿ ರಾಮಲಿಂಗೇಶ್ವರ ದೇವಸ್ಥಾನದ ಮಠದ ಶ್ರೀ ಷ.ಬ್ರ. ಸಿದ್ದೇಶ್ವರ ಶಿವಾಚಾರ್ಯ ಮಹಾಸ್ವಾಮಿಗಳು, ಹಾವನೂರಿನ ಶ್ರೀ ಶಿವಕುಮಾರ (420, 748, 554, 849)
byline: ■ ಬದಲಾವಣೆ ಸುದ್ದಿ (14, 689, 136, 699)
story5-col5 (752, 1334, 928, 1462)
footer-rule-bottom (14, 1515, 931, 1516)
paragraph: ವೇದಿಕೆ ಮೇಲೆ ಜಮಾತೆ ಇಸ್ಲಾಮಿ ಹಿಂದ್ ನ ಕೊಪ್ಪಳ ಘಟಕದ ಅಧ್ಯಕ್ಷ ಸೈಯದ್ ಹಿದಾಯತ್ ಅಲಿ ಮತ್ತು ಡಾ. ಮಹೇಶ್ ಗೋವನಕೊಪ್ಪ ಉಪಸ್ಥಿತರಿದ್ದು, ಆಹಾರ ಸಂಸ್ಥೆಯಲ್ಲಿ ಹಿಂದೂ ಮತ್ತು ಮುಸ್ಲಿಂ ಸಮುದಾಯದ ಇಫ್ತಾರ್ ಕೂಟದಲ್ಲಿ ಪಾಲ್ಗೊಂಡಿದ್ದರು. ಸಾಹಿತಿ ಪತ್ರಕರ್ತ ಜಿಎಸ್ ಗೋನಾಳ ರವರು ಆರಂಭದಲ್ಲಿ ಸ್ವಾಗತಿಸಿ ಪ್ರಾಸ್ತಾವಿಕ ಮಾತನಾಡಿದರು. ಶಾಂತಿಪೀರ್ ರವರ ಕಾರ್ಯಕ್ರಮ ನಿರೂಪಿಸಿ ವಂದಿಸಿದರು. (566, 273, 698, 374)
chariot-festival-photo (420, 592, 690, 742)
paragraph: ಮೀಸಲಿಡಬೇಕು, ಕೊಪ್ಪಳ ಗಂಗಾವತಿ ಸಂಪರ್ಕ ರಸ್ತೆಗಳನ್ನು ಅಭಿವೃದ್ಧಿಪಡಿಸಿ ಬಳ್ಳೇ ಕೊಪ್ಪಳ ಹಾಗೂ ಗಂಗಾವತಿಯ ಜನಸಾಮಾನ್ಯರು ಸಹ ಪ್ರಾಣಾಪಾಯದಿಂದ ಪಾರಾಗುವಂತೆ ಸರ್ಕಾರ ಕ್ರಮ ಕೈಗೊಳ್ಳಬೇಕು. ಕನ್ನಡಪರ ಸಂಘಟನೆಗಳ ಒಕ್ಕೂಟದ ಗೂಂಡಾಗಳು, ಎಂ.ಇ.ಎಸ್ ಮತ್ತು ಶಿವಸೇನೆ (364, 1098, 534, 1154)
paragraph: ಸಂಘಟನೆಗಳು ಪುಂಡರ ಹಾವಳಿ ಹೆಚ್ಚಿಸಿದ್ದು, ಇವುಗಳನ್ನು ರಾಜ್ಯದಿಂದ ಗಡಿಪಾರು ಮಾಡಬೇಕು, ರಾಜ್ಯದಲ್ಲಿ ನೆನೆಗುದಿಗೆ ಬಿದ್ದಿರುವ ನೀರಾವರಿ ಯೋಜನೆಗಳನ್ನು ಕೂಡಲೇ ಸಮರ್ಪಕವಾಗಿ ಅನುಷ್ಠಾನಗೊಳಿಸಬೇಕು. ಮುಂದುವರೆದು ಕೊಪ್ಪಳ ಜಿಲ್ಲೆಯಲ್ಲಿ ಅಕ್ರಮ ಗಣಿಗಾರಿಕೆ ತಡೆಗಟ್ಟಬೇಕು ಎಂದು ಒತ್ತಾಯಿಸಲಾಯಿತು. (540, 970, 698, 1037)
footer-rule (14, 1474, 931, 1477)
